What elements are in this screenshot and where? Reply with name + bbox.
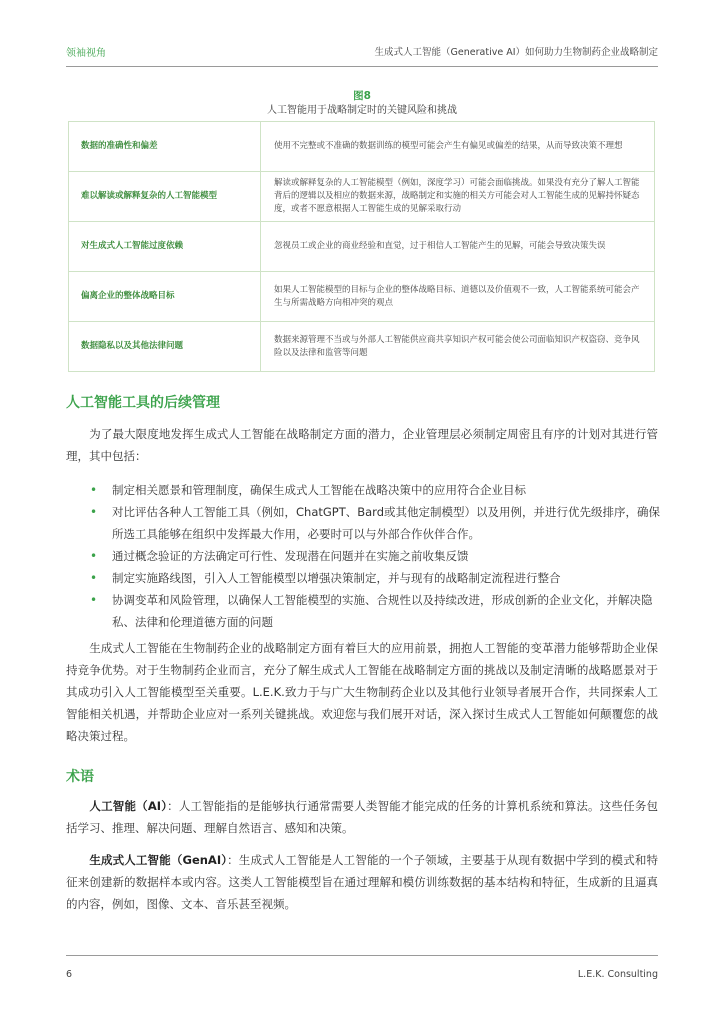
bullet-text: 协调变革和风险管理，以确保人工智能模型的实施、合规性以及持续改进，形成创新的企业文化，并解决隐私、法律和伦理道德方面的问题 bbox=[112, 593, 653, 629]
glossary-heading: 术语 bbox=[66, 769, 94, 785]
bullet-icon: • bbox=[90, 483, 98, 497]
glossary-term: 生成式人工智能（GenAI） bbox=[89, 853, 228, 867]
management-heading: 人工智能工具的后续管理 bbox=[66, 395, 220, 411]
risk-name: 数据的准确性和偏差 bbox=[69, 122, 261, 172]
page-number: 6 bbox=[66, 969, 73, 980]
bullet-text: 通过概念验证的方法确定可行性、发现潜在问题并在实施之前收集反馈 bbox=[112, 549, 469, 563]
bullet-text: 对比评估各种人工智能工具（例如，ChatGPT、Bard或其他定制模型）以及用例，并进行优先级排序，确保所选工具能够在组织中发挥最大作用，必要时可以与外部合作伙伴合作。 bbox=[112, 505, 661, 541]
risk-description: 数据来源管理不当或与外部人工智能供应商共享知识产权可能会使公司面临知识产权盗窃、竞争风险以及法律和监管等问题 bbox=[261, 322, 655, 372]
risk-name: 对生成式人工智能过度依赖 bbox=[69, 222, 261, 272]
list-item bbox=[90, 545, 660, 567]
risk-name: 难以解读或解释复杂的人工智能模型 bbox=[69, 172, 261, 222]
glossary-item-genai bbox=[66, 849, 658, 915]
header-section-label: 领袖视角 bbox=[66, 48, 106, 59]
figure-number: 图8 bbox=[353, 90, 371, 102]
risk-description: 解读或解释复杂的人工智能模型（例如，深度学习）可能会面临挑战。如果没有充分了解人工智能背后的逻辑以及相应的数据来源，战略制定和实施的相关方可能会对人工智能生成的见解持怀疑态度，或者不愿意根据人工智能生成的见解采取行动 bbox=[261, 172, 655, 222]
table-row bbox=[69, 222, 655, 272]
glossary-definition: ：生成式人工智能是人工智能的一个子领域，主要基于从现有数据中学到的模式和特征来创建新的数据样本或内容。这类人工智能模型旨在通过理解和模仿训练数据的基本结构和特征，生成新的且逼真的内容，例如，图像、文本、音乐甚至视频。 bbox=[66, 853, 659, 911]
header-document-title: 生成式人工智能（Generative AI）如何助力生物制药企业战略制定 bbox=[374, 47, 658, 58]
glossary-definition: ：人工智能指的是能够执行通常需要人类智能才能完成的任务的计算机系统和算法。这些任务包括学习、推理、解决问题、理解自然语言、感知和决策。 bbox=[66, 799, 659, 835]
header-divider bbox=[66, 66, 658, 67]
risk-name: 数据隐私以及其他法律问题 bbox=[69, 322, 261, 372]
table-row bbox=[69, 322, 655, 372]
bullet-icon: • bbox=[90, 505, 98, 519]
bullet-text: 制定实施路线图，引入人工智能模型以增强决策制定，并与现有的战略制定流程进行整合 bbox=[112, 571, 561, 585]
list-item bbox=[90, 589, 660, 633]
glossary-item-ai bbox=[66, 795, 658, 839]
management-intro: 为了最大限度地发挥生成式人工智能在战略制定方面的潜力，企业管理层必须制定周密且有序的计划对其进行管理，其中包括： bbox=[66, 427, 658, 463]
figure-caption: 人工智能用于战略制定时的关键风险和挑战 bbox=[267, 105, 457, 116]
bullet-icon: • bbox=[90, 571, 98, 585]
risk-description: 如果人工智能模型的目标与企业的整体战略目标、道德以及价值观不一致，人工智能系统可能会产生与所需战略方向相冲突的观点 bbox=[261, 272, 655, 322]
bullet-text: 制定相关愿景和管理制度，确保生成式人工智能在战略决策中的应用符合企业目标 bbox=[112, 483, 526, 497]
risk-table bbox=[68, 121, 655, 372]
table-row bbox=[69, 122, 655, 172]
list-item bbox=[90, 501, 660, 545]
management-closing: 生成式人工智能在生物制药企业的战略制定方面有着巨大的应用前景，拥抱人工智能的变革潜力能够帮助企业保持竞争优势。对于生物制药企业而言，充分了解生成式人工智能在战略制定方面的挑战以及制定清晰的战略愿景对于其成功引入人工智能模型至关重要。L.E.K.致力于与广大生物制药企业以及其他行业领导者展开合作，共同探索人工智能相关机遇，并帮助企业应对一系列关键挑战。欢迎您与我们展开对话，深入探讨生成式人工智能如何颠覆您的战略决策过程。 bbox=[66, 641, 658, 743]
glossary-term: 人工智能（AI） bbox=[89, 799, 168, 813]
bullet-icon: • bbox=[90, 549, 98, 563]
bullet-icon: • bbox=[90, 593, 98, 607]
footer-divider bbox=[66, 955, 658, 956]
footer-brand: L.E.K. Consulting bbox=[577, 969, 658, 980]
risk-name: 偏离企业的整体战略目标 bbox=[69, 272, 261, 322]
risk-description: 使用不完整或不准确的数据训练的模型可能会产生有偏见或偏差的结果，从而导致决策不理想 bbox=[261, 122, 655, 172]
list-item bbox=[90, 567, 660, 589]
list-item bbox=[90, 479, 660, 501]
table-row bbox=[69, 272, 655, 322]
management-bullet-list bbox=[90, 479, 660, 633]
risk-description: 忽视员工或企业的商业经验和直觉，过于相信人工智能产生的见解，可能会导致决策失误 bbox=[261, 222, 655, 272]
table-row bbox=[69, 172, 655, 222]
